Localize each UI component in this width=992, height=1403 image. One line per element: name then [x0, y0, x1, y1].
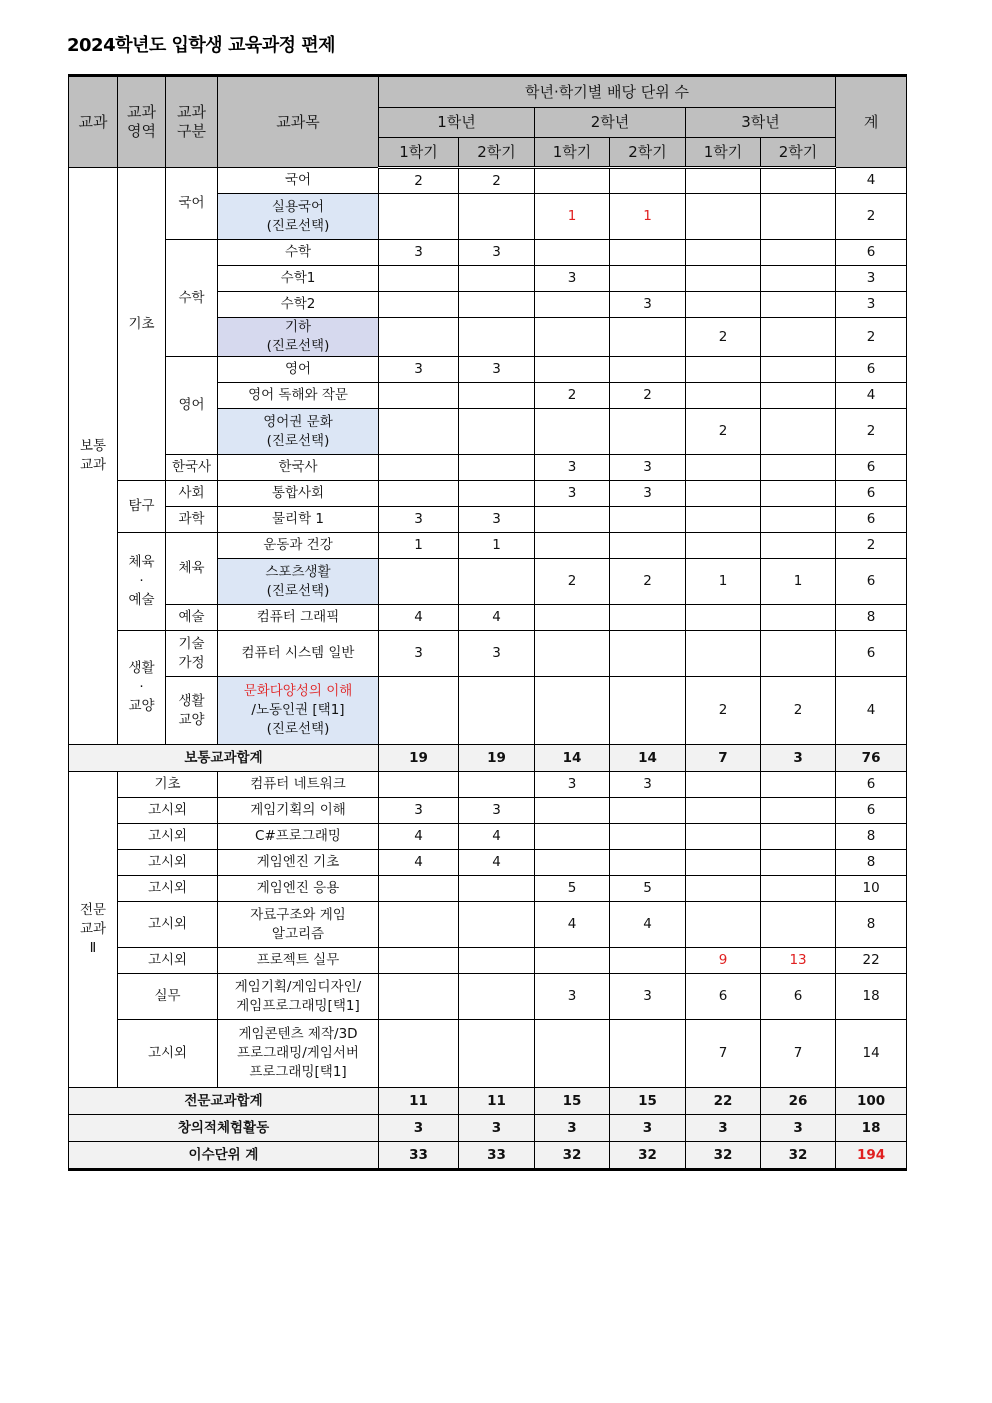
table-row: 영어 독해와 작문 2 2 4 [69, 383, 907, 409]
table-row: 고시외 프로젝트 실무 9 13 22 [69, 948, 907, 974]
spec-total-row: 전문교과합계 11 11 15 15 22 26 100 [69, 1088, 907, 1115]
row-total: 8 [836, 605, 907, 631]
table-row: 생활 · 교양 기술 가정 컴퓨터 시스템 일반 3 3 6 [69, 631, 907, 677]
creative-activities-row: 창의적체험활동 3 3 3 3 3 3 18 [69, 1115, 907, 1142]
table-row: 전문 교과 Ⅱ 기초 컴퓨터 네트워크 3 3 6 [69, 772, 907, 798]
course-name: 게임엔진 응용 [218, 876, 379, 902]
row-total: 8 [836, 902, 907, 948]
header-grade2: 2학년 [535, 108, 686, 138]
table-row: 고시외 게임엔진 응용 5 5 10 [69, 876, 907, 902]
category: 고시외 [118, 902, 218, 948]
row-total: 6 [836, 772, 907, 798]
category: 고시외 [118, 948, 218, 974]
course-name: 게임콘텐츠 제작/3D 프로그래밍/게임서버 프로그래밍[택1] [218, 1020, 379, 1088]
category: 고시외 [118, 1020, 218, 1088]
summary-total: 76 [836, 745, 907, 772]
category-history: 한국사 [166, 455, 218, 481]
summary-label: 보통교과합계 [69, 745, 379, 772]
area-inquiry: 탐구 [118, 481, 166, 533]
row-total: 6 [836, 507, 907, 533]
curriculum-table [68, 74, 907, 1171]
table-row: 고시외 C#프로그래밍 4 4 8 [69, 824, 907, 850]
course-name: 기하 (진로선택) [218, 318, 379, 357]
table-row: 고시외 게임엔진 기초 4 4 8 [69, 850, 907, 876]
course-name: 게임엔진 기초 [218, 850, 379, 876]
area-life: 생활 · 교양 [118, 631, 166, 745]
course-name: 게임기획의 이해 [218, 798, 379, 824]
table-row: 기하 (진로선택) 2 2 [69, 318, 907, 357]
course-name: 통합사회 [218, 481, 379, 507]
category-math: 수학 [166, 240, 218, 357]
header-g2-sem2: 2학기 [610, 138, 686, 168]
row-total: 6 [836, 481, 907, 507]
row-total: 2 [836, 533, 907, 559]
table-row: 영어 영어 3 3 6 [69, 357, 907, 383]
area-basic: 기초 [118, 168, 166, 481]
category-social: 사회 [166, 481, 218, 507]
table-row: 수학2 3 3 [69, 292, 907, 318]
course-name: 수학 [218, 240, 379, 266]
table-row: 고시외 게임기획의 이해 3 3 6 [69, 798, 907, 824]
row-total: 6 [836, 631, 907, 677]
course-name: 영어 [218, 357, 379, 383]
category: 고시외 [118, 798, 218, 824]
category: 고시외 [118, 824, 218, 850]
summary-label: 이수단위 계 [69, 1142, 379, 1170]
category-arts: 예술 [166, 605, 218, 631]
table-row: 영어권 문화 (진로선택) 2 2 [69, 409, 907, 455]
row-total: 6 [836, 455, 907, 481]
category: 실무 [118, 974, 218, 1020]
summary-label: 전문교과합계 [69, 1088, 379, 1115]
course-name: 한국사 [218, 455, 379, 481]
course-name: 실용국어 (진로선택) [218, 194, 379, 240]
course-name: 수학1 [218, 266, 379, 292]
header-subject: 교과 [69, 76, 118, 168]
header-grade3: 3학년 [686, 108, 836, 138]
summary-total: 18 [836, 1115, 907, 1142]
row-total: 3 [836, 266, 907, 292]
category: 고시외 [118, 850, 218, 876]
grand-total-row: 이수단위 계 33 33 32 32 32 32 194 [69, 1142, 907, 1170]
course-name: 영어 독해와 작문 [218, 383, 379, 409]
header-course: 교과목 [218, 76, 379, 168]
category-korean: 국어 [166, 168, 218, 240]
header-grade1: 1학년 [379, 108, 535, 138]
table-row: 수학1 3 3 [69, 266, 907, 292]
category-pe: 체육 [166, 533, 218, 605]
course-name: 국어 [218, 168, 379, 194]
row-total: 2 [836, 409, 907, 455]
header-g2-sem1: 1학기 [535, 138, 610, 168]
area-pe-arts: 체육 · 예술 [118, 533, 166, 631]
row-total: 8 [836, 824, 907, 850]
table-row: 실무 게임기획/게임디자인/ 게임프로그래밍[택1] 3 3 6 6 18 [69, 974, 907, 1020]
summary-label: 창의적체험활동 [69, 1115, 379, 1142]
header-g1-sem1: 1학기 [379, 138, 459, 168]
course-name: 문화다양성의 이해 /노동인권 [택1] (진로선택) [218, 677, 379, 745]
table-row: 고시외 게임콘텐츠 제작/3D 프로그래밍/게임서버 프로그래밍[택1] 7 7 14 [69, 1020, 907, 1088]
header-total: 계 [836, 76, 907, 168]
table-row: 예술 컴퓨터 그래픽 4 4 8 [69, 605, 907, 631]
table-row: 고시외 자료구조와 게임 알고리즘 4 4 8 [69, 902, 907, 948]
course-name: 프로젝트 실무 [218, 948, 379, 974]
row-total: 4 [836, 168, 907, 194]
category-science: 과학 [166, 507, 218, 533]
course-name: 컴퓨터 그래픽 [218, 605, 379, 631]
table-row: 탐구 사회 통합사회 3 3 6 [69, 481, 907, 507]
category-tech: 기술 가정 [166, 631, 218, 677]
course-name: 컴퓨터 네트워크 [218, 772, 379, 798]
row-total: 4 [836, 383, 907, 409]
table-row: 수학 수학 3 3 6 [69, 240, 907, 266]
course-name: 영어권 문화 (진로선택) [218, 409, 379, 455]
header-area: 교과 영역 [118, 76, 166, 168]
table-row: 한국사 한국사 3 3 6 [69, 455, 907, 481]
course-name: 컴퓨터 시스템 일반 [218, 631, 379, 677]
row-total: 14 [836, 1020, 907, 1088]
page-title: 2024학년도 입학생 교육과정 편제 [67, 35, 336, 56]
course-name: 수학2 [218, 292, 379, 318]
category: 고시외 [118, 876, 218, 902]
category-life: 생활 교양 [166, 677, 218, 745]
course-name: 물리학 1 [218, 507, 379, 533]
header-category: 교과 구분 [166, 76, 218, 168]
row-total: 4 [836, 677, 907, 745]
row-total: 6 [836, 798, 907, 824]
table-row: 생활 교양 문화다양성의 이해 /노동인권 [택1] (진로선택) 2 2 4 [69, 677, 907, 745]
row-total: 2 [836, 318, 907, 357]
header-allocation: 학년·학기별 배당 단위 수 [379, 76, 836, 108]
general-total-row: 보통교과합계 19 19 14 14 7 3 76 [69, 745, 907, 772]
row-total: 2 [836, 194, 907, 240]
category-english: 영어 [166, 357, 218, 455]
row-total: 6 [836, 357, 907, 383]
table-row: 스포츠생활 (진로선택) 2 2 1 1 6 [69, 559, 907, 605]
category: 기초 [118, 772, 218, 798]
table-row: 체육 · 예술 체육 운동과 건강 1 1 2 [69, 533, 907, 559]
table-row: 보통 교과 기초 국어 국어 2 2 4 [69, 168, 907, 194]
course-name: 스포츠생활 (진로선택) [218, 559, 379, 605]
table-row: 과학 물리학 1 3 3 6 [69, 507, 907, 533]
row-total: 22 [836, 948, 907, 974]
row-total: 6 [836, 240, 907, 266]
group-general: 보통 교과 [69, 168, 118, 745]
summary-total: 100 [836, 1088, 907, 1115]
header-g3-sem2: 2학기 [761, 138, 836, 168]
course-name: 운동과 건강 [218, 533, 379, 559]
row-total: 8 [836, 850, 907, 876]
course-name: C#프로그래밍 [218, 824, 379, 850]
course-name: 게임기획/게임디자인/ 게임프로그래밍[택1] [218, 974, 379, 1020]
grand-total-value: 194 [836, 1142, 907, 1170]
header-g1-sem2: 2학기 [459, 138, 535, 168]
row-total: 6 [836, 559, 907, 605]
row-total: 3 [836, 292, 907, 318]
row-total: 10 [836, 876, 907, 902]
header-g3-sem1: 1학기 [686, 138, 761, 168]
row-total: 18 [836, 974, 907, 1020]
table-row: 실용국어 (진로선택) 1 1 2 [69, 194, 907, 240]
group-specialized: 전문 교과 Ⅱ [69, 772, 118, 1088]
course-name: 자료구조와 게임 알고리즘 [218, 902, 379, 948]
